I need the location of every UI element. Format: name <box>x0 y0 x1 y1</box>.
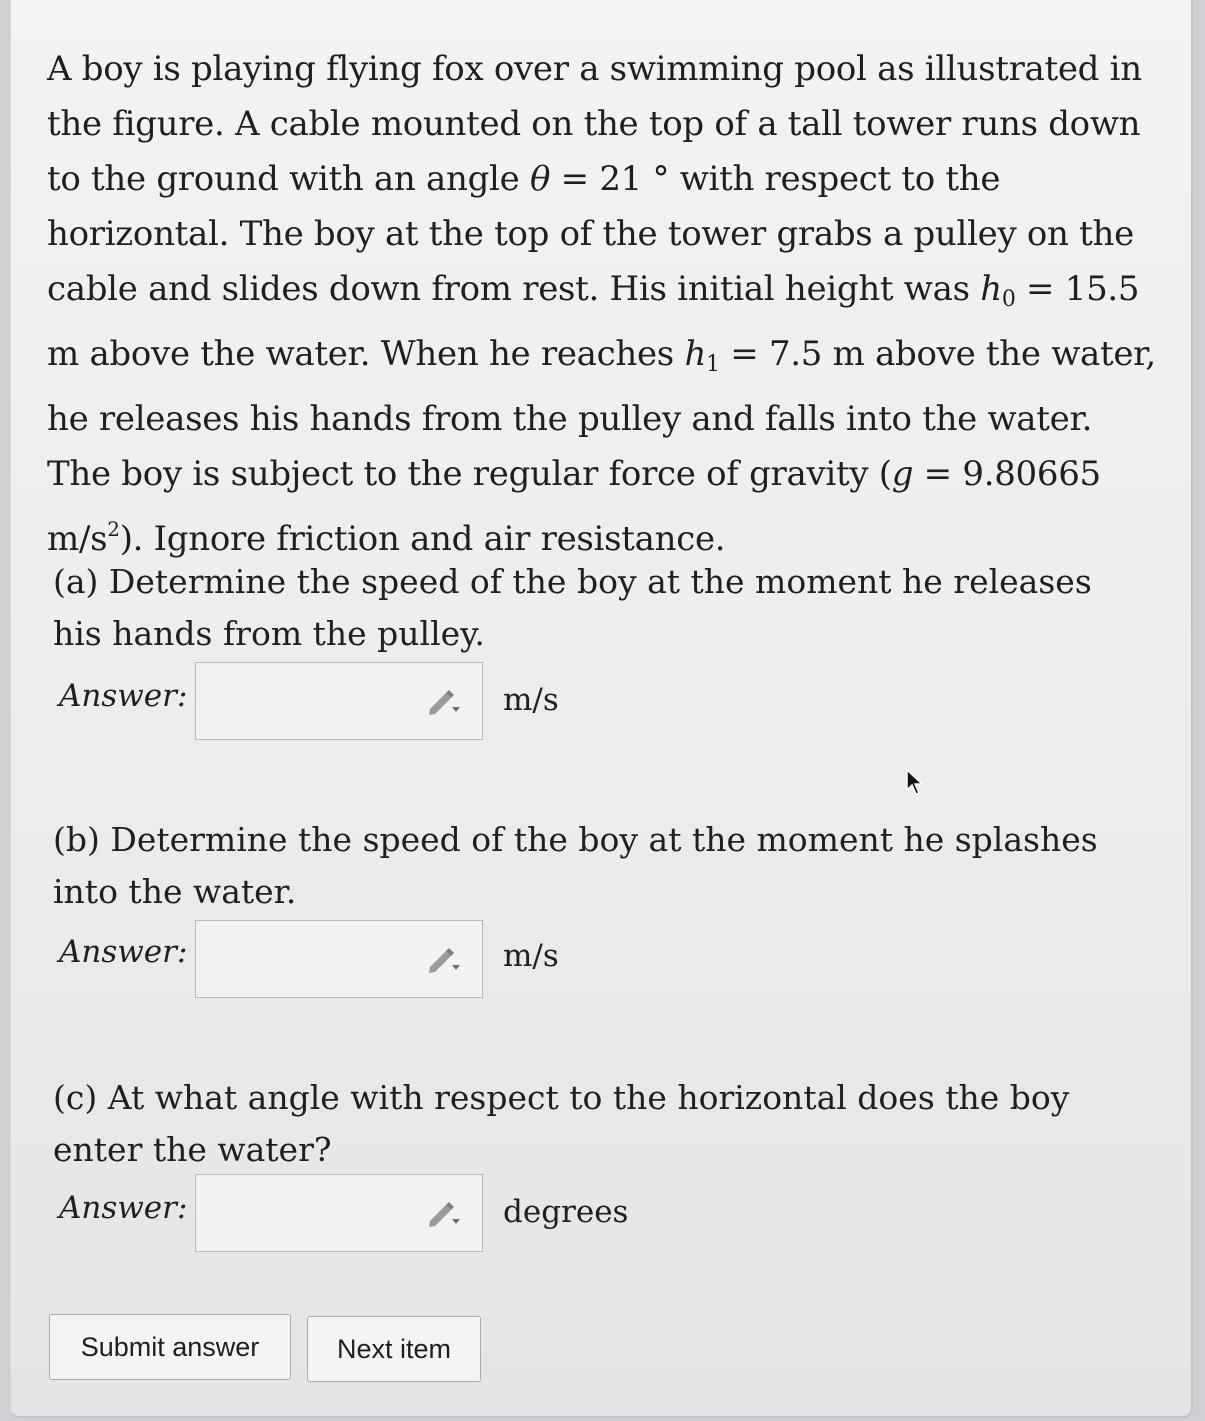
problem-text: ). Ignore friction and air resistance. <box>119 519 726 559</box>
h0-subscript: 0 <box>1001 287 1016 312</box>
problem-text: = 7.5 m above the water, he releases his hands from the pulley and falls into the water. The boy is subject to the regular force of gravity ( <box>47 334 1156 494</box>
answer-box-a <box>195 662 483 740</box>
problem-text: = 9.80665 m/s <box>47 454 1101 559</box>
answer-label-b: Answer: <box>59 934 188 970</box>
submit-answer-button[interactable]: Submit answer <box>49 1314 291 1380</box>
answer-label-c: Answer: <box>59 1190 188 1226</box>
question-card <box>10 0 1193 1418</box>
pencil-dropdown-icon[interactable] <box>426 1201 462 1227</box>
problem-statement <box>47 42 1157 567</box>
question-a-text: (a) Determine the speed of the boy at the moment he releases his hands from the pulley. <box>53 562 1092 653</box>
unit-c: degrees <box>503 1194 629 1230</box>
answer-label-a: Answer: <box>59 678 188 714</box>
problem-text: = 21 ° with respect to the horizontal. The boy at the top of the tower grabs a pulley on the cable and slides down from rest. His initial height was <box>47 159 1134 309</box>
h-symbol: h <box>684 334 707 374</box>
unit-a: m/s <box>503 682 559 718</box>
mouse-cursor-icon <box>905 768 927 798</box>
h-symbol: h <box>980 269 1002 309</box>
answer-box-c <box>195 1174 483 1252</box>
unit-b: m/s <box>503 938 559 974</box>
problem-text: A boy is playing flying fox over a swimming pool as illustrated in the figure. A cable mounted on the top of a tall tower runs down to the ground with an angle <box>47 49 1142 199</box>
h1-subscript: 1 <box>706 352 720 377</box>
question-b-text: (b) Determine the speed of the boy at the moment he splashes into the water. <box>53 820 1098 911</box>
next-item-button[interactable]: Next item <box>307 1316 481 1382</box>
pencil-dropdown-icon[interactable] <box>426 689 462 715</box>
answer-box-b <box>195 920 483 998</box>
problem-text: = 15.5 m above the water. When he reaches <box>47 269 1140 374</box>
g-symbol: g <box>891 454 914 494</box>
pencil-dropdown-icon[interactable] <box>426 947 462 973</box>
question-c-text: (c) At what angle with respect to the horizontal does the boy enter the water? <box>53 1078 1070 1169</box>
theta-symbol: θ <box>529 159 551 199</box>
squared-superscript: 2 <box>107 517 120 541</box>
